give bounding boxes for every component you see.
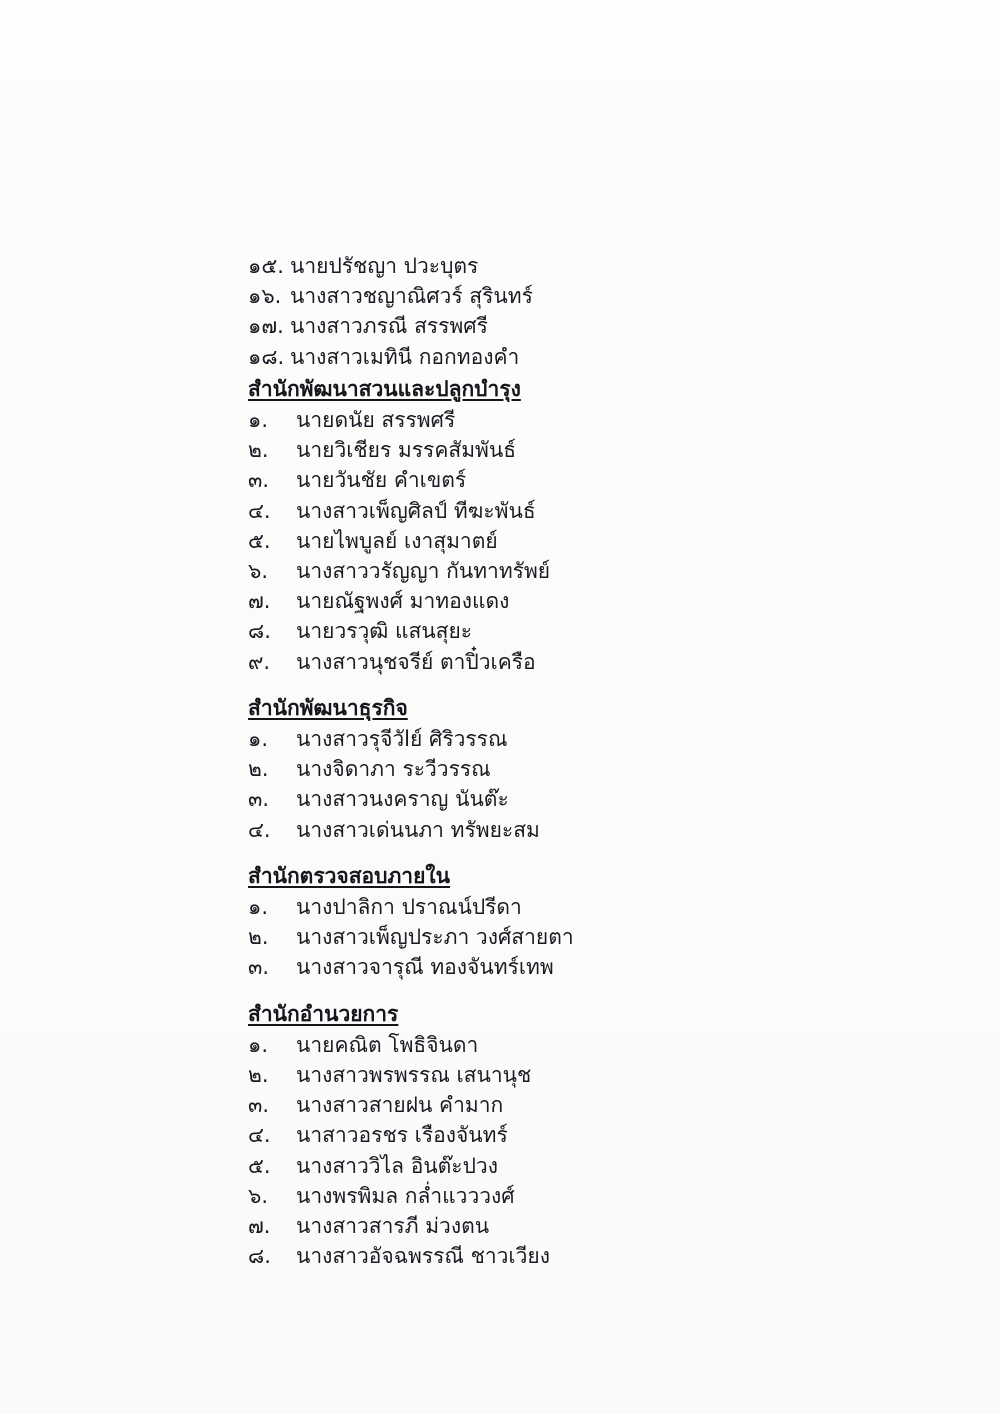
list-item-name: นางสาวนุชจรีย์ ตาปิ๋วเครือ	[296, 649, 536, 674]
list-item-name: นางสาวพรพรรณ เสนานุช	[296, 1063, 532, 1088]
list-item-name: นายวรวุฒิ แสนสุยะ	[296, 619, 473, 644]
list-item-number: ๑๘.	[248, 344, 285, 369]
list-item-number: ๒.	[248, 438, 269, 463]
list-item-number: ๕.	[248, 1153, 271, 1178]
list-item-number: ๑.	[248, 727, 269, 752]
list-item	[248, 1241, 868, 1271]
section-garden-development	[248, 374, 868, 677]
list-item-name: นางสาวชญาณิศวร์ สุรินทร์	[290, 284, 533, 309]
list-item-name: นางสาวรุจีวัlย์ ศิริวรรณ	[296, 727, 508, 752]
list-item	[248, 342, 868, 372]
list-item-number: ๓.	[248, 468, 270, 493]
list-item-number: ๑.	[248, 895, 269, 920]
section-heading: สำนักตรวจสอบภายใน	[248, 863, 451, 888]
list-item-number: ๔.	[248, 498, 271, 523]
list-item	[248, 405, 868, 435]
section-internal-audit	[248, 861, 868, 983]
list-item-number: ๓.	[248, 1093, 270, 1118]
list-item	[248, 496, 868, 526]
list-item-number: ๑๗.	[248, 314, 284, 339]
list-item-name: นางสาวเพ็ญศิลป์ ทีฆะพันธ์	[296, 498, 536, 523]
list-item	[248, 724, 868, 754]
list-item-name: นางสาวภรณี สรรพศรี	[290, 314, 488, 339]
list-item	[248, 1211, 868, 1241]
list-item-name: นางพรพิมล กล่ำแวววงศ์	[296, 1183, 515, 1208]
list-item	[248, 435, 868, 465]
list-item-number: ๑๕.	[248, 254, 284, 278]
list-item-name: นายไพบูลย์ เงาสุมาตย์	[296, 528, 498, 553]
list-item-number: ๑๖.	[248, 284, 282, 309]
list-item	[248, 465, 868, 495]
list-item-number: ๑.	[248, 1032, 269, 1057]
list-item	[248, 281, 868, 311]
list-item-name: นางจิดาภา ระวีวรรณ	[296, 757, 491, 782]
list-item-number: ๓.	[248, 787, 270, 812]
continued-list	[248, 251, 868, 372]
list-item-number: ๒.	[248, 925, 269, 950]
list-item-name: นางสาวนงคราญ นันต๊ะ	[296, 787, 509, 812]
list-item-name: นายดนัย สรรพศรี	[296, 408, 456, 433]
list-item-name: นางสาวเพ็ญประภา วงศ์สายตา	[296, 925, 574, 950]
list-item	[248, 647, 868, 677]
list-item-name: นายคณิต โพธิจินดา	[296, 1032, 479, 1057]
list-item-name: นางสาวสายฝน คำมาก	[296, 1093, 504, 1118]
list-item	[248, 586, 868, 616]
document-body	[248, 250, 868, 1272]
list-item	[248, 815, 868, 845]
list-item	[248, 526, 868, 556]
list-item	[248, 952, 868, 982]
list-item-number: ๓.	[248, 955, 270, 980]
list-item-number: ๗.	[248, 1214, 271, 1239]
list-item	[248, 922, 868, 952]
list-item-name: นาสาวอรชร เรืองจันทร์	[296, 1123, 508, 1148]
list-item-name: นางปาลิกา ปราณน์ปรีดา	[296, 895, 522, 920]
list-item	[248, 556, 868, 586]
section-heading: สำนักอำนวยการ	[248, 1001, 399, 1026]
list-item-number: ๕.	[248, 528, 271, 553]
list-item-name: นางสาวสารภี ม่วงตน	[296, 1214, 490, 1239]
list-item-name: นางสาววรัญญา กันทาทรัพย์	[296, 559, 551, 584]
list-item-number: ๘.	[248, 1244, 271, 1269]
list-item-number: ๘.	[248, 619, 271, 644]
list-item-name: นางสาววิไล อินต๊ะปวง	[296, 1153, 498, 1178]
list-item-number: ๒.	[248, 757, 269, 782]
list-item-number: ๑.	[248, 408, 269, 433]
list-item-number: ๔.	[248, 1123, 271, 1148]
section-heading: สำนักพัฒนาสวนและปลูกบำรุง	[248, 376, 521, 401]
list-item	[248, 1030, 868, 1060]
list-item	[248, 1120, 868, 1150]
list-item-number: ๙.	[248, 649, 271, 674]
list-item-name: นางสาวเด่นนภา ทรัพยะสม	[296, 817, 540, 842]
list-item-name: นางสาวเมทินี กอกทองคำ	[290, 344, 520, 369]
list-item-name: นายณัฐพงศ์ มาทองแดง	[296, 589, 510, 614]
section-business-development	[248, 693, 868, 845]
list-item	[248, 1090, 868, 1120]
list-item-name: นายวันชัย คำเขตร์	[296, 468, 467, 493]
list-item	[248, 892, 868, 922]
list-item-number: ๗.	[248, 589, 271, 614]
list-item-name: นายวิเชียร มรรคสัมพันธ์	[296, 438, 517, 463]
list-item	[248, 1181, 868, 1211]
list-item	[248, 1060, 868, 1090]
list-item	[248, 616, 868, 646]
list-item	[248, 784, 868, 814]
list-item-number: ๔.	[248, 817, 271, 842]
list-item-number: ๖.	[248, 1183, 269, 1208]
list-item-number: ๖.	[248, 559, 269, 584]
list-item	[248, 1151, 868, 1181]
list-item-name: นางสาวจารุณี ทองจันทร์เทพ	[296, 955, 554, 980]
list-item	[248, 251, 868, 281]
list-item-number: ๒.	[248, 1063, 269, 1088]
list-item-name: นางสาวอัจฉพรรณี ชาวเวียง	[296, 1244, 550, 1269]
list-item	[248, 754, 868, 784]
section-heading: สำนักพัฒนาธุรกิจ	[248, 695, 408, 720]
list-item-name: นายปรัชญา ปวะบุตร	[290, 254, 479, 278]
list-item	[248, 311, 868, 341]
section-administration	[248, 999, 868, 1272]
